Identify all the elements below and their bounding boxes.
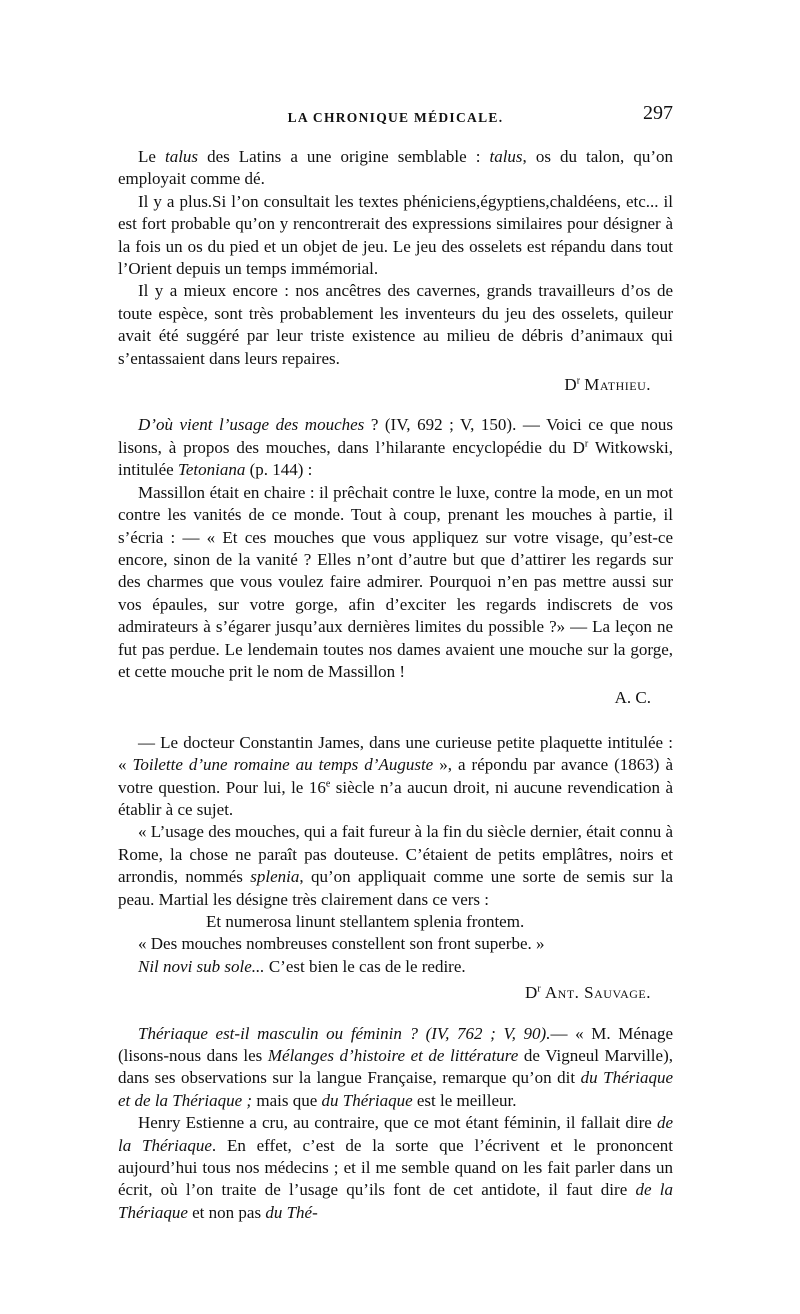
section-osselets <box>118 146 673 396</box>
paragraph: Il y a plus.Si l’on consultait les textes phéniciens,égyptiens,chaldéens, etc... il est fort probable qu’on y rencontrerait des expressions similaires pour désigner à la fois un os du pied et un objet de jeu. Le jeu des osselets est répandu dans tout l’Orient depuis un temps immémorial. <box>118 191 673 279</box>
section-james <box>118 732 673 1005</box>
paragraph: « L’usage des mouches, qui a fait fureur à la fin du siècle dernier, était connu à Rome, la chose ne paraît pas douteuse. C’étaient de petits emplâtres, noirs et arrondis, nommés splenia, qu’on appliquait comme une sorte de semis sur la peau. Martial les désigne très clairement dans ce vers : <box>118 822 673 909</box>
paragraph: — Le docteur Constantin James, dans une curieuse petite plaquette intitulée : « Toilette d’une romaine au temps d’Auguste », a répondu par avance (1863) à votre question. Pour lui, le 16e siècle n’a aucun droit, ni aucune revendication à établir à ce sujet. <box>118 732 674 819</box>
signature-mathieu: $D^r$ Mathieu. <box>564 375 651 395</box>
verse-translation: « Des mouches nombreuses constellent son front superbe. » <box>138 934 545 954</box>
section-theriaque <box>118 1023 673 1225</box>
signature-ac: A. C. <box>614 688 651 708</box>
paragraph: Massillon était en chaire : il prêchait contre le luxe, contre la mode, en un mot contre les vanités de ce monde. Tout à coup, prenant les mouches à partie, il s’écria : — « Et ces mouches que vous appliquez sur votre visage, qu’est-ce encore, sinon de la vanité ? Elles n’ont d’autre but que d’attirer les regards sur des charmes que vous voulez faire admirer. Pourquoi n’en pas mettre aussi sur vos épaules, sur votre gorge, afin d’exciter les regards indiscrets de vos admirateurs à s’égarer jusqu’aux dernières limites du possible ?» — La leçon ne fut pas perdue. Le lendemain toutes nos dames avaient une mouche sur la gorge, et cette mouche prit le nom de Massillon ! <box>118 482 673 681</box>
verse-comment: Nil novi sub sole... C’est bien le cas de le redire. <box>138 956 466 976</box>
paragraph: D’où vient l’usage des mouches ? (IV, 692 ; V, 150). — Voici ce que nous lisons, à propos des mouches, dans l’hilarante encyclopédie du $D^r$ Witkowski, intitulée Tetoniana (p. 144) : <box>118 415 674 480</box>
running-title: LA CHRONIQUE MÉDICALE. <box>287 110 504 125</box>
paragraph: Henry Estienne a cru, au contraire, que ce mot étant féminin, il fallait dire de la Thériaque. En effet, c’est de la sorte que l’écrivent et le prononcent aujourd’hui tous nos médecins ; et il me semble quand on les fait parler dans un écrit, où l’on traite de l’usage qu’ils font de cet antidote, il faut dire de la Thériaque et non pas du Thé- <box>118 1113 673 1222</box>
page-number: 297 <box>643 102 673 124</box>
document-page <box>118 104 673 1224</box>
section-mouches <box>118 414 673 709</box>
verse-latin: Et numerosa linunt stellantem splenia frontem. <box>206 912 525 931</box>
paragraph: Il y a mieux encore : nos ancêtres des cavernes, grands travailleurs d’os de toute espèce, sont très probablement les inventeurs du jeu des osselets, quileur avait été suggéré par leur triste existence au milieu de débris d’animaux qui s’entassaient dans leurs repaires. <box>118 281 673 368</box>
paragraph: Le talus des Latins a une origine semblable : talus, os du talon, qu’on employait comme dé. <box>118 147 673 189</box>
signature-sauvage: $D^r$ Ant. Sauvage. <box>525 983 651 1003</box>
paragraph: Thériaque est-il masculin ou féminin ? (IV, 762 ; V, 90).— « M. Ménage (lisons-nous dans les Mélanges d’histoire et de littérature de Vigneul Marville), dans ses observations sur la langue Française, remarque qu’on dit du Thériaque et de la Thériaque ; mais que du Thériaque est le meilleur. <box>118 1023 673 1110</box>
page-header <box>118 104 673 128</box>
